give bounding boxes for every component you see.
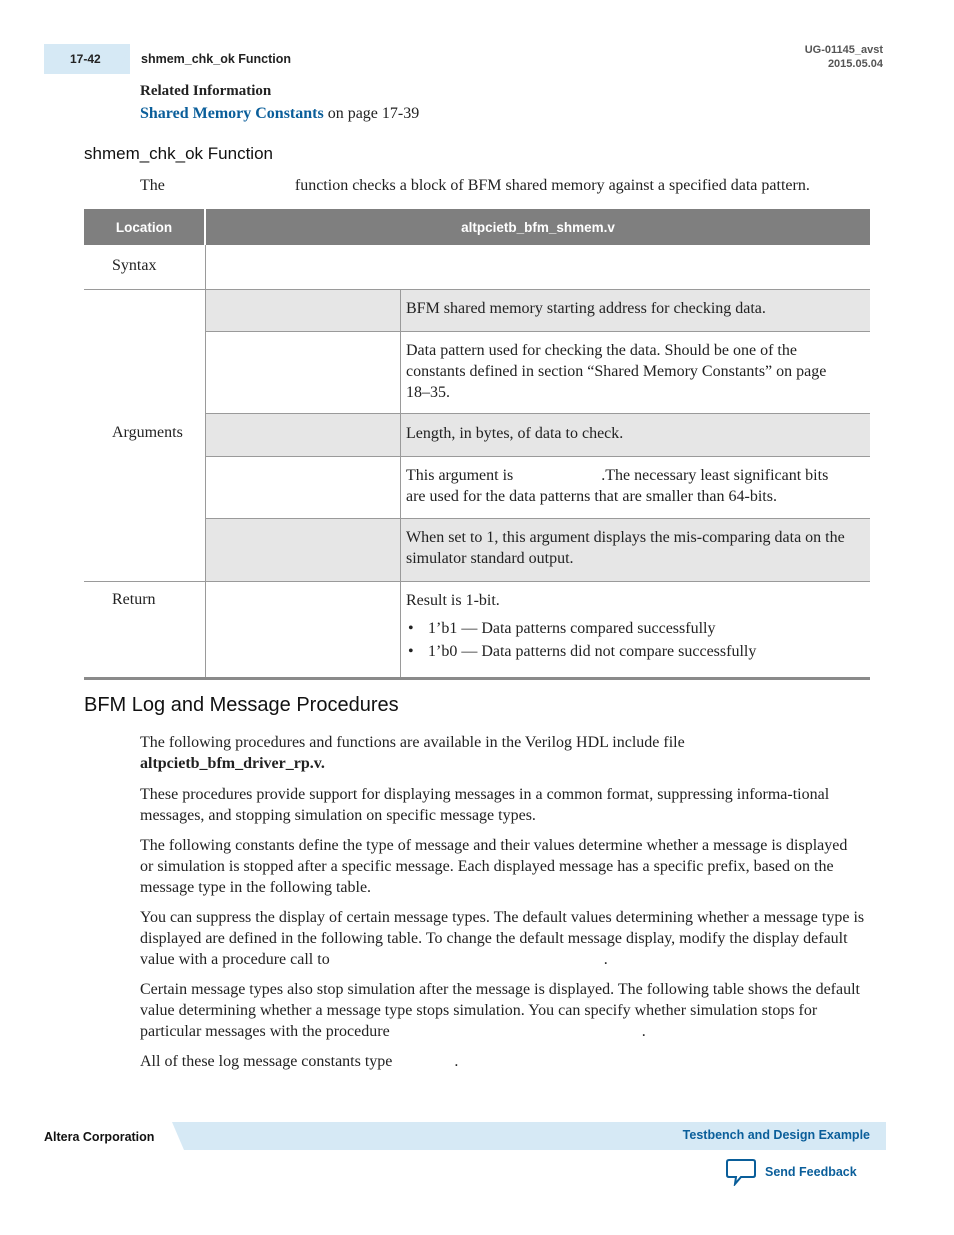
syntax-label: Syntax xyxy=(112,257,157,274)
running-header-title: shmem_chk_ok Function xyxy=(141,52,292,66)
return-text: Result is 1-bit. xyxy=(406,592,500,609)
doc-id-code: UG-01145_avst xyxy=(804,44,883,56)
p1-line: The following procedures and functions are available in the Verilog HDL include file xyxy=(140,734,685,751)
paragraph-support: These procedures provide support for displaying messages in a common format, suppressing informa-tional messages, and stopping simulation on specific message types. xyxy=(140,786,830,824)
footer-company: Altera Corporation xyxy=(44,1130,155,1144)
p4-text: You can suppress the display of certain message types. The default values determining whether a message type is displayed are defined in the following table. To change the default message display, modify the display default value with a procedure call to xyxy=(140,909,865,968)
footer-section-link[interactable]: Testbench and Design Example xyxy=(682,1128,870,1142)
arg-1-description: BFM shared memory starting address for checking data. xyxy=(406,300,766,317)
col-divider-2 xyxy=(400,290,401,678)
p6-period: . xyxy=(454,1053,459,1070)
return-bullet-list xyxy=(406,617,846,663)
related-information-heading: Related Information xyxy=(140,83,272,99)
arg-4-suffix: .The necessary least significant bits are used for the data patterns that are smaller than 64-bits. xyxy=(406,467,829,505)
paragraph-constants: The following constants define the type of message and their values determine whether a message is displayed or simulation is stopped after a specific message. Each displayed message has a specific prefix, based on the message type in the following table. xyxy=(140,837,848,896)
return-label: Return xyxy=(112,591,156,608)
arguments-label: Arguments xyxy=(112,424,183,441)
doc-id-date: 2015.05.04 xyxy=(827,58,883,70)
function-intro xyxy=(140,177,810,195)
paragraph-suppress xyxy=(140,907,868,970)
document-id xyxy=(805,43,883,71)
paragraph-constants-type xyxy=(140,1051,870,1072)
return-description xyxy=(406,590,846,663)
page-number: 17-42 xyxy=(44,44,130,74)
page-number-notch xyxy=(118,44,130,74)
related-page-ref: on page 17-39 xyxy=(323,105,420,122)
paragraph-stop-simulation xyxy=(140,979,860,1042)
section-heading-shmem-chk-ok: shmem_chk_ok Function xyxy=(84,144,273,163)
footer-band-notch xyxy=(172,1122,184,1150)
arg-3-description: Length, in bytes, of data to check. xyxy=(406,425,624,442)
p5-period: . xyxy=(641,1023,646,1040)
arg-4-prefix: This argument is xyxy=(406,467,514,484)
send-feedback-button[interactable] xyxy=(726,1158,857,1186)
p4-period: . xyxy=(603,951,608,968)
arg-5-description: When set to 1, this argument displays the mis-comparing data on the simulator standard output. xyxy=(406,529,845,567)
table-header-row xyxy=(84,209,870,245)
row-divider-arg2 xyxy=(206,413,870,414)
send-feedback-label: Send Feedback xyxy=(765,1165,857,1179)
p5-text: Certain message types also stop simulation after the message is displayed. The following table shows the default value determining whether a message type stops simulation. You can specify whether simulation stops for particular messages with the procedure xyxy=(140,981,860,1040)
intro-prefix: The xyxy=(140,177,165,194)
intro-suffix: function checks a block of BFM shared memory against a specified data pattern. xyxy=(294,177,810,194)
row-divider-syntax xyxy=(84,289,870,290)
header-file: altpcietb_bfm_shmem.v xyxy=(461,219,615,235)
p6-text: All of these log message constants type xyxy=(140,1053,393,1070)
arg-2-description: Data pattern used for checking the data. Should be one of the constants defined in section “Shared Memory Constants” on page 18–35. xyxy=(406,342,827,401)
list-item: • 1’b0 — Data patterns did not compare successfully xyxy=(406,640,846,663)
shared-memory-constants-link[interactable]: Shared Memory Constants xyxy=(140,105,324,122)
related-information-line xyxy=(140,105,419,123)
paragraph-include-file xyxy=(140,732,870,774)
row-divider-arg1 xyxy=(206,331,870,332)
arg-4-description xyxy=(406,465,846,507)
list-item: • 1’b1 — Data patterns compared successfully xyxy=(406,617,846,640)
col-divider-1 xyxy=(205,245,206,678)
include-file-name: altpcietb_bfm_driver_rp.v. xyxy=(140,755,325,772)
table-bottom-rule xyxy=(84,677,870,680)
section-heading-bfm-log: BFM Log and Message Procedures xyxy=(84,694,399,716)
row-divider-arg4 xyxy=(206,518,870,519)
row-divider-arg3 xyxy=(206,456,870,457)
header-location: Location xyxy=(115,219,173,235)
row-divider-arguments xyxy=(84,581,870,582)
speech-bubble-icon xyxy=(726,1158,756,1186)
